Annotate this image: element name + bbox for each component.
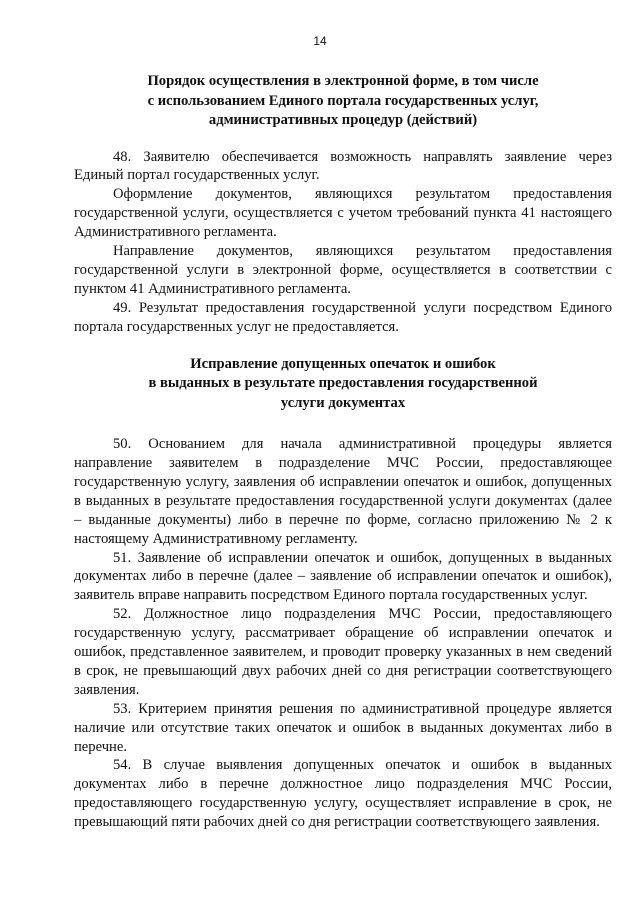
paragraph-54: 54. В случае выявления допущенных опечаток и ошибок в выданных документах либо в перечне должностное лицо подразделения МЧС России, предоставляющего государственную услугу, осуществляет исправление в срок, не превышающий пяти рабочих дней со дня регистрации соответствующего заявления. xyxy=(74,757,612,831)
paragraph-52: 52. Должностное лицо подразделения МЧС России, предоставляющего государственную услугу, рассматривает обращение об исправлении опечаток и ошибок, представленное заявителем, и проводит проверку указанных в нем сведений в срок, не превышающий двух рабочих дней со дня регистрации соответствующего заявления. xyxy=(74,606,612,698)
heading-line: Порядок осуществления в электронной форме, в том числе xyxy=(147,73,539,89)
heading-line: с использованием Единого портала государственных услуг, xyxy=(147,92,539,109)
paragraph-49: 49. Результат предоставления государственной услуги посредством Единого портала государственных услуг не предоставляется. xyxy=(74,299,612,335)
section-heading-electronic-form xyxy=(74,72,612,131)
heading-line: административных процедур (действий) xyxy=(208,112,478,128)
page-number: 14 xyxy=(313,34,327,48)
paragraph-51: 51. Заявление об исправлении опечаток и ошибок, допущенных в выданных документах либо в перечне (далее – заявление об исправлении опечаток и ошибок), заявитель вправе направить посредством Единого портала государственных услуг. xyxy=(74,549,612,604)
heading-line: в выданных в результате предоставления государственной xyxy=(148,375,538,392)
heading-line: услуги документах xyxy=(280,394,406,411)
section-heading-error-correction xyxy=(74,355,612,414)
heading-line: Исправление допущенных опечаток и ошибок xyxy=(190,355,496,372)
document-body xyxy=(74,72,612,832)
paragraph-50: 50. Основанием для начала административной процедуры является направление заявителем в подразделение МЧС России, предоставляющее государственную услугу, заявления об исправлении опечаток и ошибок, допущенных в выданных в результате предоставления государственной услуги документах (далее – выданные документы) либо в перечне по форме, согласно приложению № 2 к настоящему Административному регламенту. xyxy=(74,436,612,547)
paragraph-48: 48. Заявителю обеспечивается возможность направлять заявление через Единый портал государственных услуг. xyxy=(74,148,612,184)
paragraph-documents-sending: Направление документов, являющихся результатом предоставления государственной услуги в электронной форме, осуществляется в соответствии с пунктом 41 Административного регламента. xyxy=(74,243,612,297)
paragraph-53: 53. Критерием принятия решения по административной процедуре является наличие или отсутствие таких опечаток и ошибок в выданных документах либо в перечне. xyxy=(74,700,612,755)
paragraph-documents-formatting: Оформление документов, являющихся результатом предоставления государственной услуги, осуществляется с учетом требований пункта 41 настоящего Административного регламента. xyxy=(74,186,612,241)
